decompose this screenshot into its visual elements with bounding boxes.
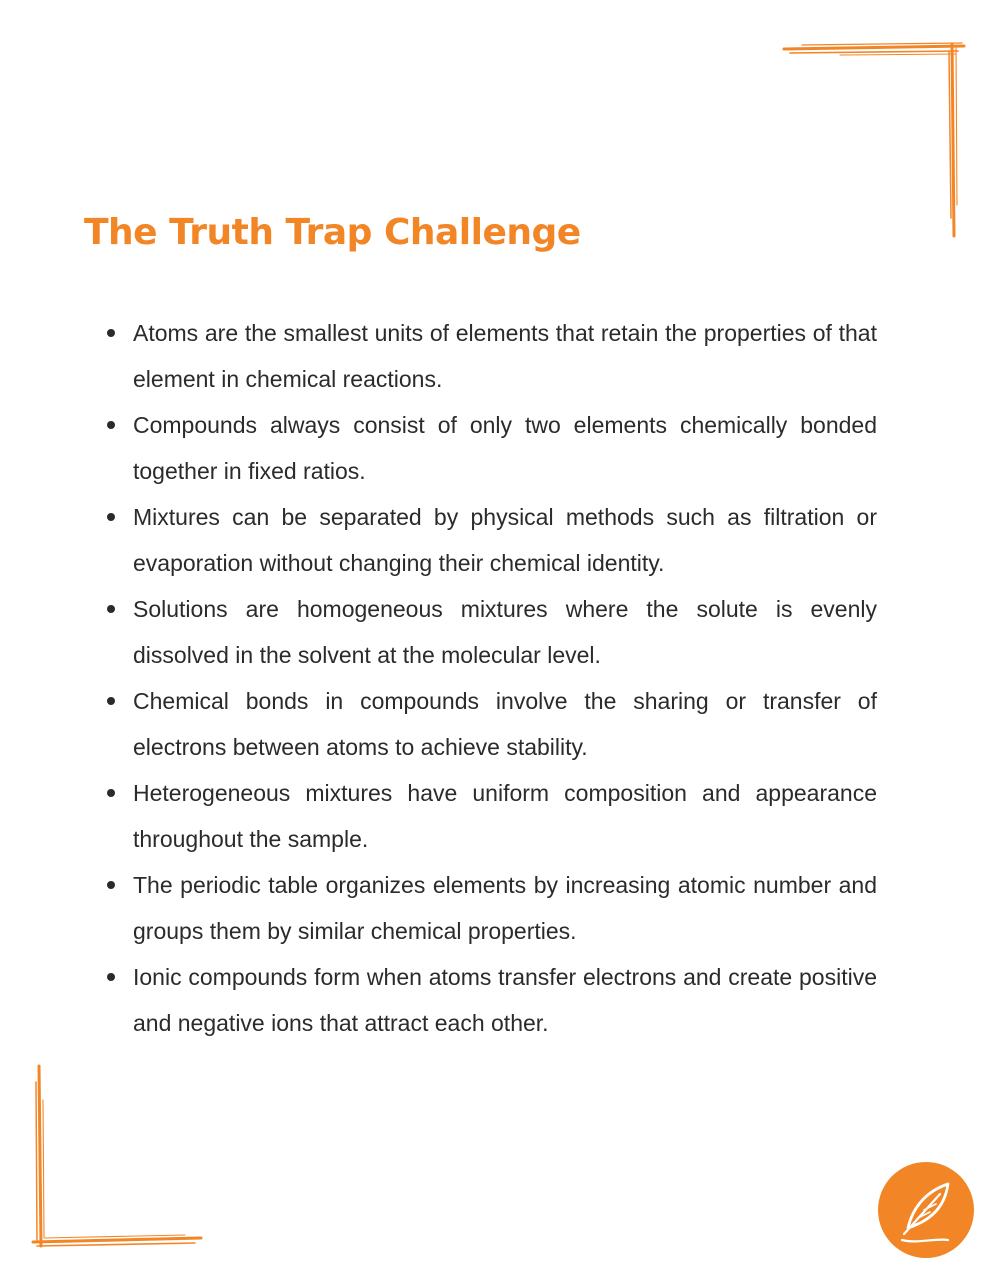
list-item	[133, 310, 877, 402]
list-item	[133, 862, 877, 954]
statement-text: Atoms are the smallest units of elements that retain the properties of that element in chemical reactions.	[133, 320, 877, 392]
list-item	[133, 770, 877, 862]
statement-text: Compounds always consist of only two elements chemically bonded together in fixed ratios.	[133, 412, 877, 484]
list-item	[133, 402, 877, 494]
bullet-icon	[107, 697, 115, 705]
corner-decoration-bottom-left	[25, 1060, 210, 1255]
bullet-icon	[107, 605, 115, 613]
list-item	[133, 954, 877, 1046]
page-title: The Truth Trap Challenge	[84, 212, 581, 253]
bullet-icon	[107, 513, 115, 521]
bullet-icon	[107, 881, 115, 889]
bullet-icon	[107, 789, 115, 797]
statement-text: Chemical bonds in compounds involve the sharing or transfer of electrons between atoms to achieve stability.	[133, 688, 877, 760]
feather-logo-badge	[878, 1162, 974, 1258]
statement-list	[133, 310, 877, 1046]
bullet-icon	[107, 421, 115, 429]
statement-text: Heterogeneous mixtures have uniform composition and appearance throughout the sample.	[133, 780, 877, 852]
list-item	[133, 586, 877, 678]
corner-decoration-top-right	[780, 40, 970, 245]
feather-quill-icon	[878, 1162, 974, 1258]
statement-text: Ionic compounds form when atoms transfer electrons and create positive and negative ions that attract each other.	[133, 964, 877, 1036]
bullet-icon	[107, 973, 115, 981]
list-item	[133, 678, 877, 770]
list-item	[133, 494, 877, 586]
statement-text: The periodic table organizes elements by increasing atomic number and groups them by similar chemical properties.	[133, 872, 877, 944]
statement-text: Solutions are homogeneous mixtures where the solute is evenly dissolved in the solvent at the molecular level.	[133, 596, 877, 668]
bullet-icon	[107, 329, 115, 337]
statement-text: Mixtures can be separated by physical methods such as filtration or evaporation without changing their chemical identity.	[133, 504, 877, 576]
